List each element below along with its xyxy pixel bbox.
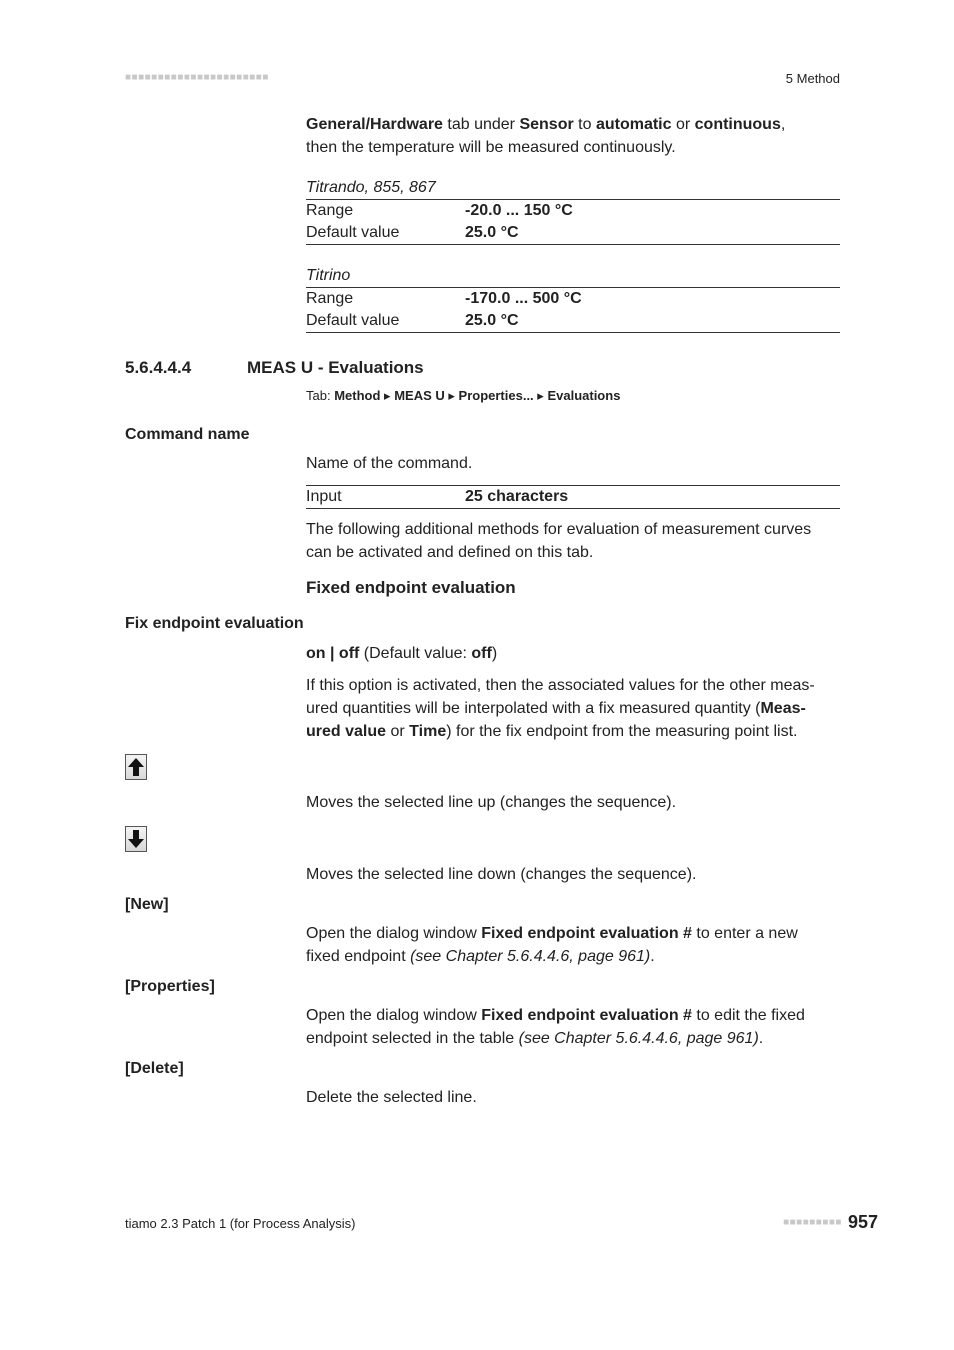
desc-line: The following additional methods for evaluation of measurement curves	[306, 521, 812, 538]
move-up-desc: Moves the selected line up (changes the sequence).	[306, 794, 677, 811]
table-caption: Titrino	[306, 265, 840, 288]
intro-text: or	[671, 116, 695, 133]
page-number: 957	[847, 1212, 878, 1232]
footer-dots: ■■■■■■■■■	[783, 1217, 842, 1228]
fix-endpoint-desc	[306, 674, 840, 743]
table-key: Input	[306, 488, 342, 505]
tab-meas-u: MEAS U	[394, 388, 445, 403]
intro-text: tab under	[442, 116, 520, 133]
desc-text: Open the dialog window	[306, 925, 482, 942]
chapter-reference-link[interactable]: (see Chapter 5.6.4.4.6, page 961)	[518, 1030, 759, 1047]
table-row	[306, 288, 840, 310]
desc-text: or	[386, 723, 410, 740]
desc-line: can be activated and defined on this tab.	[306, 544, 594, 561]
command-name-term: Command name	[125, 426, 250, 443]
table-value: -20.0 ... 150 °C	[465, 202, 573, 219]
desc-text: .	[758, 1030, 764, 1047]
header-chapter: 5 Method	[785, 71, 840, 86]
table-row	[306, 485, 840, 509]
properties-term: [Properties]	[125, 978, 215, 995]
desc-text: endpoint selected in the table	[306, 1030, 519, 1047]
default-close: )	[491, 645, 498, 662]
new-term: [New]	[125, 896, 169, 913]
delete-term: [Delete]	[125, 1060, 184, 1077]
intro-text: ,	[780, 116, 786, 133]
table-value: -170.0 ... 500 °C	[465, 290, 582, 307]
default-value: off	[471, 645, 492, 662]
table-key: Default value	[306, 312, 400, 329]
delete-desc: Delete the selected line.	[306, 1089, 477, 1106]
arrow-down-icon	[125, 826, 147, 852]
desc-text: Open the dialog window	[306, 1007, 482, 1024]
tab-properties: Properties...	[458, 388, 534, 403]
option-values: on | off	[306, 645, 360, 662]
new-desc	[306, 922, 840, 968]
measured-value-a: Meas-	[760, 700, 806, 717]
intro-continuous: continuous	[694, 116, 781, 133]
command-input-table	[306, 485, 840, 509]
table-key: Default value	[306, 224, 400, 241]
table-row	[306, 310, 840, 333]
titrino-table	[306, 265, 840, 333]
table-value: 25 characters	[465, 488, 569, 505]
intro-text: to	[573, 116, 596, 133]
desc-text: to edit the fixed	[691, 1007, 805, 1024]
tab-prefix: Tab:	[306, 388, 335, 403]
path-arrow-icon: ▸	[448, 388, 455, 403]
section-title: MEAS U - Evaluations	[247, 358, 424, 377]
move-down-desc: Moves the selected line down (changes the sequence).	[306, 866, 697, 883]
table-key: Range	[306, 290, 354, 307]
fix-endpoint-options	[306, 642, 840, 665]
properties-desc	[306, 1004, 840, 1050]
intro-automatic: automatic	[595, 116, 672, 133]
path-arrow-icon: ▸	[537, 388, 544, 403]
desc-text: .	[650, 948, 655, 965]
tab-method: Method	[334, 388, 381, 403]
footer-product: tiamo 2.3 Patch 1 (for Process Analysis)	[125, 1216, 356, 1231]
command-name-desc: Name of the command.	[306, 455, 473, 472]
table-value: 25.0 °C	[465, 312, 519, 329]
chapter-reference-link[interactable]: (see Chapter 5.6.4.4.6, page 961)	[410, 948, 651, 965]
fix-endpoint-term: Fix endpoint evaluation	[125, 615, 304, 632]
tab-evaluations: Evaluations	[547, 388, 621, 403]
intro-paragraph	[306, 113, 840, 159]
fixed-endpoint-heading: Fixed endpoint evaluation	[306, 578, 516, 597]
dialog-name: Fixed endpoint evaluation #	[481, 1007, 692, 1024]
time-term: Time	[409, 723, 447, 740]
desc-text: ) for the fix endpoint from the measuring point list.	[446, 723, 798, 740]
table-row	[306, 222, 840, 245]
command-more-desc	[306, 518, 840, 564]
measured-value-b: ured value	[306, 723, 387, 740]
intro-sensor: Sensor	[519, 116, 574, 133]
default-label: (Default value:	[359, 645, 472, 662]
desc-line: If this option is activated, then the associated values for the other meas-	[306, 677, 815, 694]
titrando-table	[306, 177, 840, 245]
intro-general-hardware: General/Hardware	[306, 116, 443, 133]
path-arrow-icon: ▸	[384, 388, 391, 403]
dialog-name: Fixed endpoint evaluation #	[481, 925, 692, 942]
desc-line: ured quantities will be interpolated with a fix measured quantity (	[306, 700, 761, 717]
tab-path	[306, 388, 620, 404]
section-number: 5.6.4.4.4	[125, 358, 192, 377]
table-caption: Titrando, 855, 867	[306, 177, 840, 200]
intro-line2: then the temperature will be measured continuously.	[306, 139, 676, 156]
desc-text: fixed endpoint	[306, 948, 411, 965]
table-value: 25.0 °C	[465, 224, 519, 241]
table-row	[306, 200, 840, 222]
header-dots: ■■■■■■■■■■■■■■■■■■■■■■	[125, 72, 269, 83]
desc-text: to enter a new	[691, 925, 798, 942]
footer-page	[783, 1212, 878, 1233]
arrow-up-icon	[125, 754, 147, 780]
table-key: Range	[306, 202, 354, 219]
